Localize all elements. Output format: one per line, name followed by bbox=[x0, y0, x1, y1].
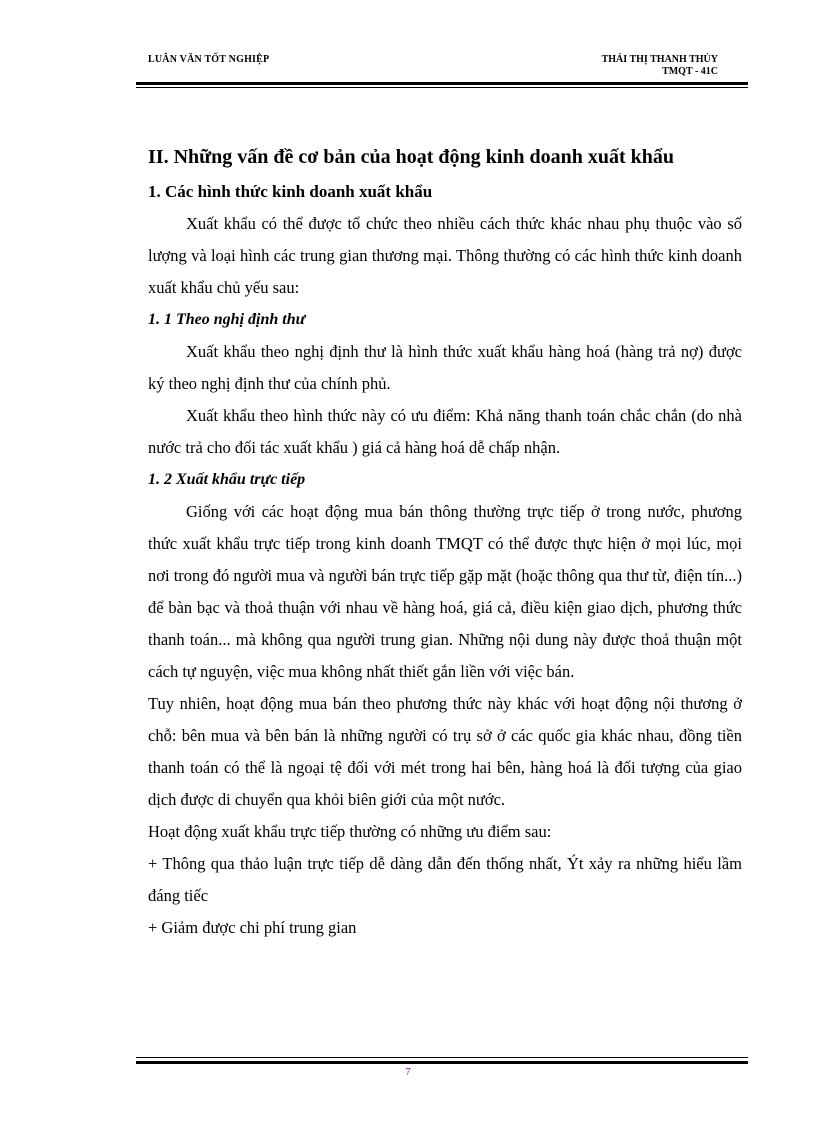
paragraph-advantages-intro: Hoạt động xuất khẩu trực tiếp thường có những ưu điểm sau: bbox=[148, 822, 552, 841]
list-item-advantage-2: + Giảm được chi phí trung gian bbox=[148, 918, 357, 937]
header-rule-thin bbox=[136, 87, 748, 88]
subsection-title: 1. Các hình thức kinh doanh xuất khẩu bbox=[148, 182, 433, 201]
heading-1-1: 1. 1 Theo nghị định thư bbox=[148, 311, 306, 328]
header-left-title: LUÂN VĂN TỐT NGHIỆP bbox=[148, 54, 270, 65]
section-title: II. Những vấn đề cơ bản của hoạt động kinh doanh xuất khẩu bbox=[148, 146, 675, 168]
heading-1-2: 1. 2 Xuất khẩu trực tiếp bbox=[148, 471, 306, 488]
footer-rule-thick bbox=[136, 1061, 748, 1064]
paragraph-direct-export: Giống với các hoạt động mua bán thông thường trực tiếp ở trong nước, phương thức xuất khẩu trực tiếp trong kinh doanh TMQT có thể được thực hiện ở mọi lúc, mọi nơi trong đó người mua và người bán trực tiếp gặp mặt (hoặc thông qua thư từ, điện tín...) để bàn bạc và thoả thuận với nhau về hàng hoá, giá cả, điều kiện giao dịch, phương thức thanh toán... mà không qua người trung gian. Những nội dung này được thoả thuận một cách tự nguyện, việc mua không nhất thiết gắn liền với việc bán. bbox=[148, 502, 742, 681]
paragraph-intro: Xuất khẩu có thể được tổ chức theo nhiều cách thức khác nhau phụ thuộc vào số lượng và loại hình các trung gian thương mại. Thông thường có các hình thức kinh doanh xuất khẩu chủ yếu sau: bbox=[148, 214, 742, 297]
header-right-block bbox=[598, 54, 718, 78]
header-author: THÁI THỊ THANH THỦY bbox=[601, 54, 718, 65]
paragraph-protocol-advantage: Xuất khẩu theo hình thức này có ưu điểm: Khả năng thanh toán chắc chắn (do nhà nước trả cho đối tác xuất khẩu ) giá cả hàng hoá dễ chấp nhận. bbox=[148, 406, 742, 457]
footer-rule-thin bbox=[136, 1057, 748, 1058]
page-body bbox=[148, 138, 742, 944]
paragraph-protocol-definition: Xuất khẩu theo nghị định thư là hình thức xuất khẩu hàng hoá (hàng trả nợ) được ký theo nghị định thư của chính phủ. bbox=[148, 342, 742, 393]
page-number: 7 bbox=[405, 1066, 411, 1078]
header-rule-thick bbox=[136, 82, 748, 85]
header-class: TMQT - 41C bbox=[662, 66, 718, 77]
list-item-advantage-1: + Thông qua thảo luận trực tiếp dễ dàng dẫn đến thống nhất, Ýt xảy ra những hiểu lầm đáng tiếc bbox=[148, 854, 742, 905]
paragraph-however: Tuy nhiên, hoạt động mua bán theo phương thức này khác với hoạt động nội thương ở chỗ: bên mua và bên bán là những người có trụ sở ở các quốc gia khác nhau, đồng tiền thanh toán có thể là ngoại tệ đối với mét trong hai bên, hàng hoá là đối tượng của giao dịch được di chuyển qua khỏi biên giới của một nước. bbox=[148, 694, 742, 809]
